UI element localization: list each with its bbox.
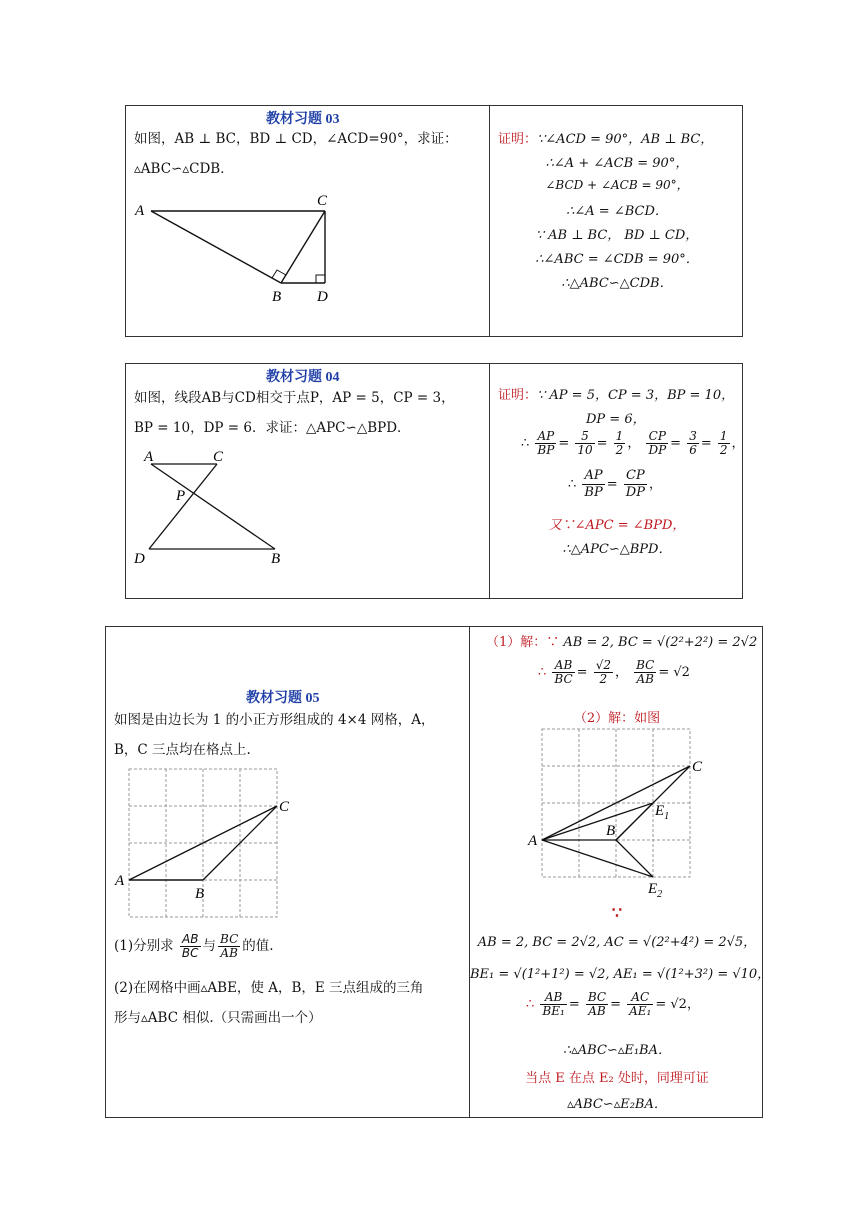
exercise-05-table (105, 626, 771, 1118)
label-P: P (176, 488, 186, 504)
fraction: $\frac{AB}{BC}$ (554, 658, 573, 686)
answer-05-line4: AB = 2, BC = 2√2, AC = √(2²+4²) = 2√5， (477, 935, 757, 950)
label-D: D (134, 551, 145, 567)
fraction: $\frac{CP}{DP}$ (648, 429, 667, 457)
fraction: $\frac{BC}{AB}$ (220, 932, 239, 960)
answer-05-line1: （1）解：∵ AB = 2, BC = √(2²+2²) = 2√2 (486, 635, 758, 650)
answer-05-line5: BE₁ = √(1²+1²) = √2, AE₁ = √(1²+3²) = √10， (470, 967, 771, 982)
answer-05-line8: 当点 E 在点 E₂ 处时，同理可证 (525, 1071, 709, 1086)
exercise-04-question-line1: 如图，线段AB与CD相交于点P，AP = 5，CP = 3， (134, 390, 455, 406)
fraction: $\frac{BC}{AB}$ (636, 658, 655, 686)
fraction: $\frac{BC}{AB}$ (587, 990, 607, 1018)
answer-05-line6: ∴ $\frac{AB}{\text{BE₁}}$ = $\frac{BC}{AB}$ = $\frac{AC}{\text{AE₁}}$ = √2， (526, 990, 700, 1018)
fraction: $\frac{3}{6}$ (689, 429, 697, 457)
proof-04-line5: 又∵∠APC = ∠BPD， (548, 518, 686, 533)
exercise-03-question-line2: ▵ABC∽▵CDB． (134, 161, 234, 177)
fraction: $\frac{AP}{BP}$ (537, 429, 555, 457)
proof-04-line1: 证明：∵ AP = 5，CP = 3，BP = 10， (498, 388, 735, 403)
proof-03-line7: ∴△ABC∽△CDB． (561, 276, 673, 291)
answer-05-line2: ∴ $\frac{AB}{BC}$ = $\frac{√2}{2}$ ， $\frac{BC}{AB}$ = √2 (538, 658, 690, 686)
answer-05-line7: ∴▵ABC∽▵E₁BA． (563, 1043, 671, 1058)
proof-04-line2: DP = 6， (586, 412, 646, 427)
exercise-03-question-line1: 如图，AB ⊥ BC，BD ⊥ CD，∠ACD=90°，求证： (134, 131, 458, 147)
fraction: $\frac{1}{2}$ (719, 429, 728, 457)
label-B: B (606, 823, 616, 839)
proof-03-line2: ∴∠A + ∠ACB = 90°， (545, 156, 689, 171)
exercise-05-question-line2: B，C 三点均在格点上. (114, 742, 251, 758)
proof-03-line4: ∴∠A = ∠BCD． (566, 204, 668, 219)
label-B: B (272, 289, 282, 305)
label-E1: $E_1$ (655, 803, 670, 822)
label-B: B (271, 551, 281, 567)
exercise-03-figure (131, 191, 351, 311)
divider (489, 106, 490, 336)
fraction: $\frac{AC}{\text{AE₁}}$ (629, 990, 652, 1018)
exercise-05-question-line1: 如图是由边长为 1 的小正方形组成的 4×4 网格，A， (114, 712, 435, 728)
answer-05-line9: ▵ABC∽▵E₂BA． (567, 1097, 667, 1112)
exercise-04-table (125, 363, 743, 599)
proof-03-line3: ∠BCD + ∠ACB = 90°， (545, 178, 689, 192)
answer-05-line3: （2）解：如图 (573, 711, 661, 726)
exercise-03-table (125, 105, 743, 337)
label-C: C (317, 193, 328, 209)
proof-03-line6: ∴∠ABC = ∠CDB = 90°． (535, 252, 699, 267)
fraction: $\frac{5}{10}$ (577, 429, 593, 457)
exercise-05-question-part1: (1)分别求 $\frac{AB}{BC}$ 与 $\frac{BC}{AB}$ 的值. (114, 932, 274, 960)
label-E2: $E_2$ (648, 881, 663, 900)
exercise-04-title: 教材习题 04 (266, 370, 340, 385)
answer-05-because: ∵ (611, 903, 623, 922)
label-A: A (144, 449, 154, 465)
exercise-05-question-part2-line1: (2)在网格中画▵ABE，使 A，B，E 三点组成的三角 (114, 980, 424, 996)
proof-04-line6: ∴△APC∽△BPD． (562, 542, 672, 557)
exercise-05-question-part2-line2: 形与▵ABC 相似.（只需画出一个） (114, 1010, 322, 1026)
answer-05-grid-figure (526, 725, 736, 903)
fraction: $\frac{CP}{DP}$ (625, 468, 645, 500)
divider (489, 364, 490, 598)
label-C: C (279, 799, 290, 815)
proof-03-line1: 证明：∵∠ACD = 90°，AB ⊥ BC， (498, 132, 714, 147)
proof-03-line5: ∵ AB ⊥ BC， BD ⊥ CD， (535, 228, 699, 243)
proof-04-line4: ∴ $\frac{AP}{BP}$ = $\frac{CP}{DP}$ ， (568, 468, 662, 500)
fraction: $\frac{AB}{\text{BE₁}}$ (542, 990, 565, 1018)
label-C: C (692, 759, 703, 775)
label-A: A (528, 833, 538, 849)
label-D: D (317, 289, 328, 305)
fraction: $\frac{AB}{BC}$ (181, 932, 199, 960)
exercise-05-title: 教材习题 05 (246, 691, 320, 706)
exercise-03-title: 教材习题 03 (266, 112, 340, 127)
fraction: $\frac{√2}{2}$ (595, 658, 611, 686)
fraction: $\frac{AP}{BP}$ (584, 468, 603, 500)
proof-04-line3: ∴ $\frac{AP}{BP}$ = $\frac{5}{10}$ = $\frac{1}{2}$ ， $\frac{CP}{DP}$ = $\frac{3}{6}$ = $\frac{1}{2}$ ， (521, 429, 745, 457)
label-A: A (115, 873, 125, 889)
exercise-04-question-line2: BP = 10，DP = 6．求证：△APC∽△BPD． (134, 420, 411, 436)
exercise-05-grid-figure (111, 765, 301, 920)
label-A: A (135, 203, 145, 219)
exercise-04-figure (131, 446, 311, 571)
fraction: $\frac{1}{2}$ (615, 429, 624, 457)
label-B: B (195, 886, 205, 902)
label-C: C (213, 449, 224, 465)
